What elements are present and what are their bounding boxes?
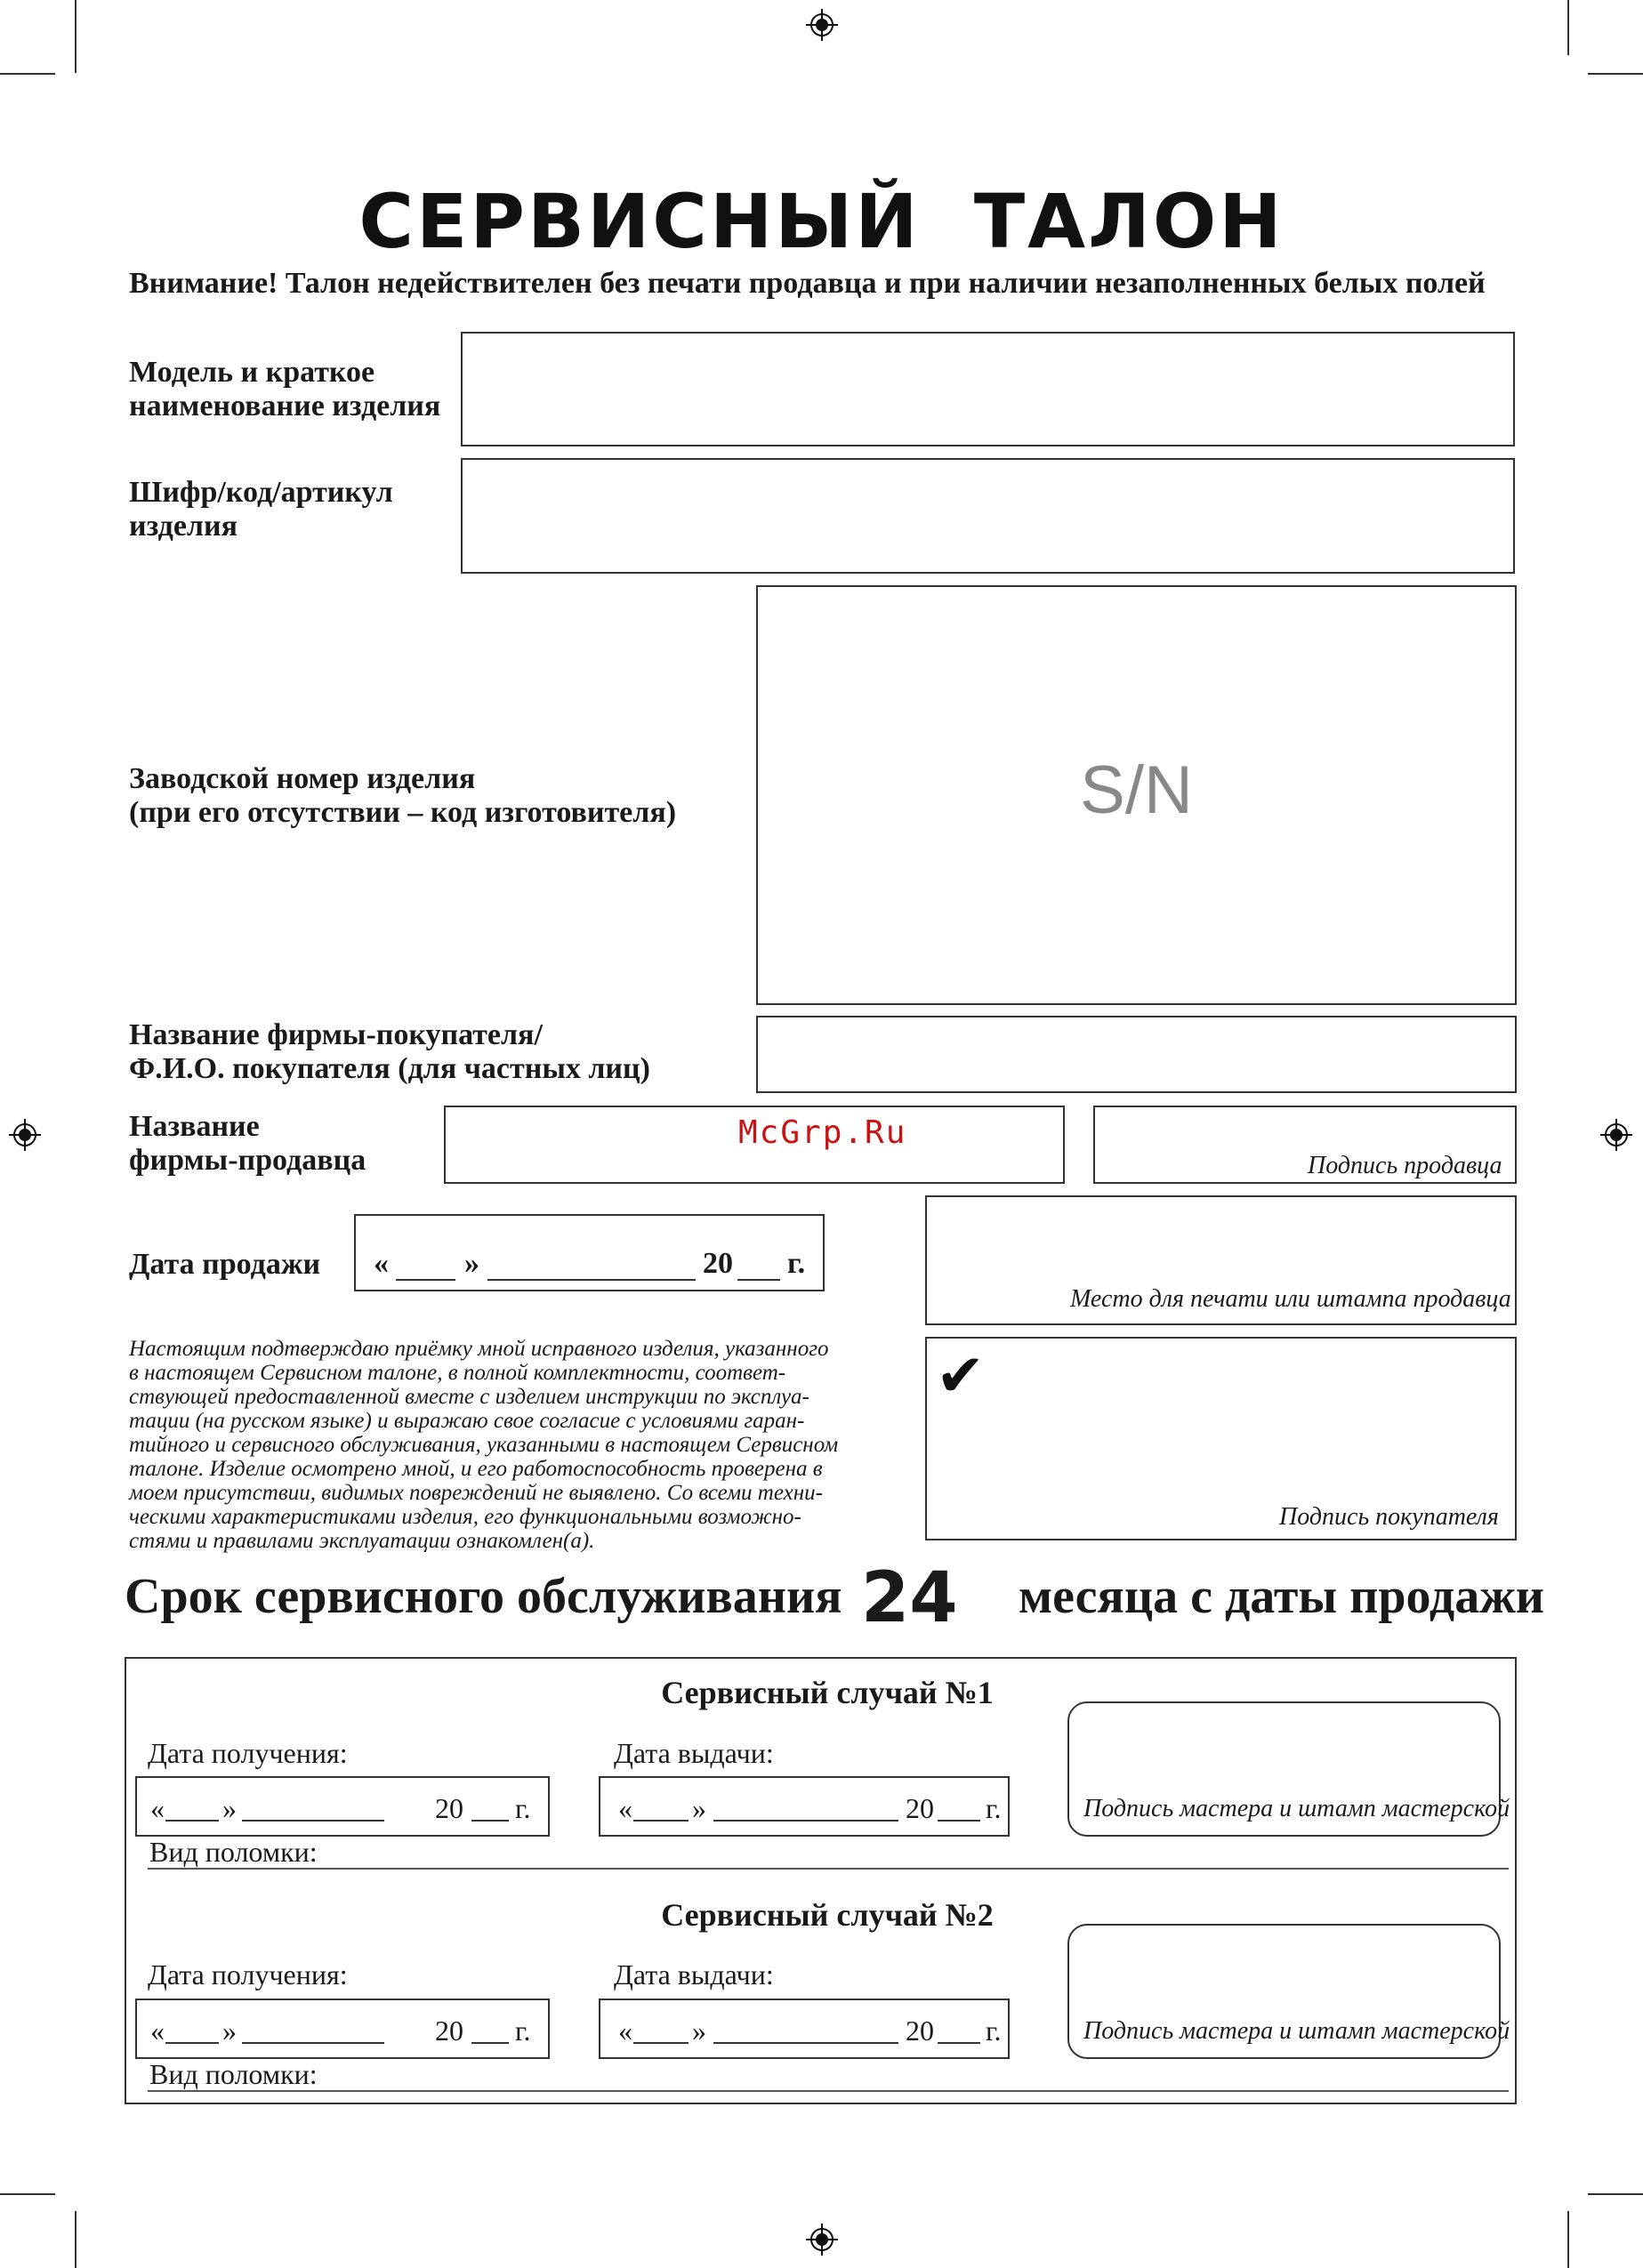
date-suffix: г. xyxy=(986,2015,1002,2047)
case-1-issued-year-line[interactable] xyxy=(938,1820,980,1822)
seller-label-line: фирмы-продавца xyxy=(129,1144,366,1177)
confirmation-line: моем присутствии, видимых повреждений не выявлено. Со всеми техни- xyxy=(129,1481,823,1505)
confirmation-line: ческими характеристиками изделия, его функциональными возможно- xyxy=(129,1505,801,1529)
date-open-quote: « xyxy=(618,1792,632,1824)
case-2-received-year-line[interactable] xyxy=(471,2042,509,2044)
registration-mark-icon xyxy=(9,1119,41,1151)
case-1-received-label: Дата получения: xyxy=(148,1737,348,1769)
code-label-line: Шифр/код/артикул xyxy=(129,476,393,509)
case-1-fault-line[interactable] xyxy=(148,1868,1509,1870)
case-1-received-year-line[interactable] xyxy=(471,1820,509,1822)
case-2-issued-date[interactable] xyxy=(599,1999,1010,2059)
seller-signature-caption: Подпись продавца xyxy=(1308,1152,1502,1179)
case-2-received-day-line[interactable] xyxy=(165,2042,219,2044)
serial-label-line: Заводской номер изделия xyxy=(129,762,476,795)
case-2-issued-day-line[interactable] xyxy=(633,2042,689,2044)
buyer-label xyxy=(129,1018,650,1086)
crop-mark xyxy=(1567,0,1569,55)
crop-mark xyxy=(1567,2211,1569,2268)
date-year-prefix: 20 xyxy=(906,2015,934,2047)
buyer-label-line: Ф.И.О. покупателя (для частных лиц) xyxy=(129,1052,650,1085)
date-year-prefix: 20 xyxy=(906,1792,934,1824)
model-label-line: Модель и краткое xyxy=(129,356,375,389)
case-1-issued-month-line[interactable] xyxy=(713,1820,898,1822)
model-label-line: наименование изделия xyxy=(129,390,441,422)
code-label-line: изделия xyxy=(129,510,238,543)
case-1-issued-date[interactable] xyxy=(599,1776,1010,1837)
case-1-fault-label: Вид поломки: xyxy=(149,1836,318,1868)
crop-mark xyxy=(1588,2193,1643,2195)
date-close-quote: » xyxy=(692,2015,706,2047)
crop-mark xyxy=(1588,73,1643,75)
serial-placeholder: S/N xyxy=(1080,752,1193,828)
confirmation-line: в настоящем Сервисном талоне, в полной комплектности, соответ- xyxy=(129,1361,786,1385)
date-open-quote: « xyxy=(618,2015,632,2047)
sale-date-year-line[interactable] xyxy=(737,1279,780,1281)
buyer-signature-caption: Подпись покупателя xyxy=(1279,1503,1499,1531)
case-2-master-caption: Подпись мастера и штамп мастерской xyxy=(1083,2017,1510,2045)
serial-label xyxy=(129,762,676,830)
case-2-received-date[interactable] xyxy=(135,1999,550,2059)
confirmation-line: тийного и сервисного обслуживания, указанными в настоящем Сервисном xyxy=(129,1433,839,1457)
model-label xyxy=(129,356,440,423)
service-period-months: 24 xyxy=(861,1558,958,1638)
checkmark-icon: ✔ xyxy=(936,1341,986,1410)
registration-mark-icon xyxy=(806,2224,838,2256)
sale-date-label: Дата продажи xyxy=(129,1248,321,1281)
date-close-quote: » xyxy=(222,1792,237,1824)
date-open-quote: « xyxy=(150,1792,165,1824)
case-2-issued-label: Дата выдачи: xyxy=(614,1958,774,1991)
seller-stamp-caption: Место для печати или штампа продавца xyxy=(1070,1285,1511,1313)
watermark: McGrp.Ru xyxy=(738,1114,907,1151)
case-2-received-label: Дата получения: xyxy=(148,1958,348,1991)
crop-mark xyxy=(0,73,55,75)
code-input-box[interactable] xyxy=(461,458,1515,574)
date-suffix: г. xyxy=(515,1792,531,1824)
date-close-quote: » xyxy=(222,2015,237,2047)
registration-mark-icon xyxy=(1600,1119,1632,1151)
date-open-quote: « xyxy=(150,2015,165,2047)
case-1-received-month-line[interactable] xyxy=(242,1820,384,1822)
confirmation-line: ствующей предоставленной вместе с изделием инструкции по эксплуа- xyxy=(129,1385,809,1409)
date-suffix: г. xyxy=(986,1792,1002,1824)
seller-label xyxy=(129,1110,366,1178)
serial-label-line: (при его отсутствии – код изготовителя) xyxy=(129,796,677,829)
service-period-suffix: месяца с даты продажи xyxy=(1019,1569,1545,1624)
case-1-issued-day-line[interactable] xyxy=(633,1820,689,1822)
code-label xyxy=(129,476,393,543)
service-period-prefix: Срок сервисного обслуживания xyxy=(125,1569,842,1624)
case-2-issued-year-line[interactable] xyxy=(938,2042,980,2044)
case-2-fault-label: Вид поломки: xyxy=(149,2058,318,2090)
case-1-received-day-line[interactable] xyxy=(165,1820,219,1822)
sale-date-open-quote: « xyxy=(374,1247,389,1280)
sale-date-month-line[interactable] xyxy=(487,1279,696,1281)
case-2-issued-month-line[interactable] xyxy=(713,2042,898,2044)
seller-label-line: Название xyxy=(129,1110,260,1143)
confirmation-line: талоне. Изделие осмотрено мной, и его работоспособность проверена в xyxy=(129,1457,823,1481)
sale-date-year-prefix: 20 xyxy=(703,1247,733,1280)
warning-text: Внимание! Талон недействителен без печати продавца и при наличии незаполненных белых полей xyxy=(129,267,1486,300)
crop-mark xyxy=(0,2193,55,2195)
registration-mark-icon xyxy=(806,9,838,41)
confirmation-line: Настоящим подтверждаю приёмку мной исправного изделия, указанного xyxy=(129,1337,829,1361)
confirmation-line: тации (на русском языке) и выражаю свое согласие с условиями гаран- xyxy=(129,1409,805,1433)
case-1-title: Сервисный случай №1 xyxy=(661,1675,994,1710)
sale-date-close-quote: » xyxy=(464,1247,479,1280)
buyer-label-line: Название фирмы-покупателя/ xyxy=(129,1018,543,1051)
confirmation-line: стями и правилами эксплуатации ознакомлен(а). xyxy=(129,1529,595,1553)
date-year-prefix: 20 xyxy=(435,1792,463,1824)
model-input-box[interactable] xyxy=(461,332,1515,446)
case-2-received-month-line[interactable] xyxy=(242,2042,384,2044)
sale-date-suffix: г. xyxy=(787,1247,806,1280)
date-close-quote: » xyxy=(692,1792,706,1824)
confirmation-text xyxy=(129,1337,885,1553)
date-year-prefix: 20 xyxy=(435,2015,463,2047)
date-suffix: г. xyxy=(515,2015,531,2047)
case-1-master-caption: Подпись мастера и штамп мастерской xyxy=(1083,1795,1510,1822)
case-1-received-date[interactable] xyxy=(135,1776,550,1837)
case-2-fault-line[interactable] xyxy=(148,2090,1509,2092)
page-title: СЕРВИСНЫЙ ТАЛОН xyxy=(358,178,1285,265)
case-1-issued-label: Дата выдачи: xyxy=(614,1737,774,1769)
sale-date-day-line[interactable] xyxy=(396,1279,455,1281)
crop-mark xyxy=(75,2211,77,2268)
crop-mark xyxy=(75,0,77,73)
case-2-title: Сервисный случай №2 xyxy=(661,1897,994,1933)
buyer-input-box[interactable] xyxy=(756,1016,1517,1093)
